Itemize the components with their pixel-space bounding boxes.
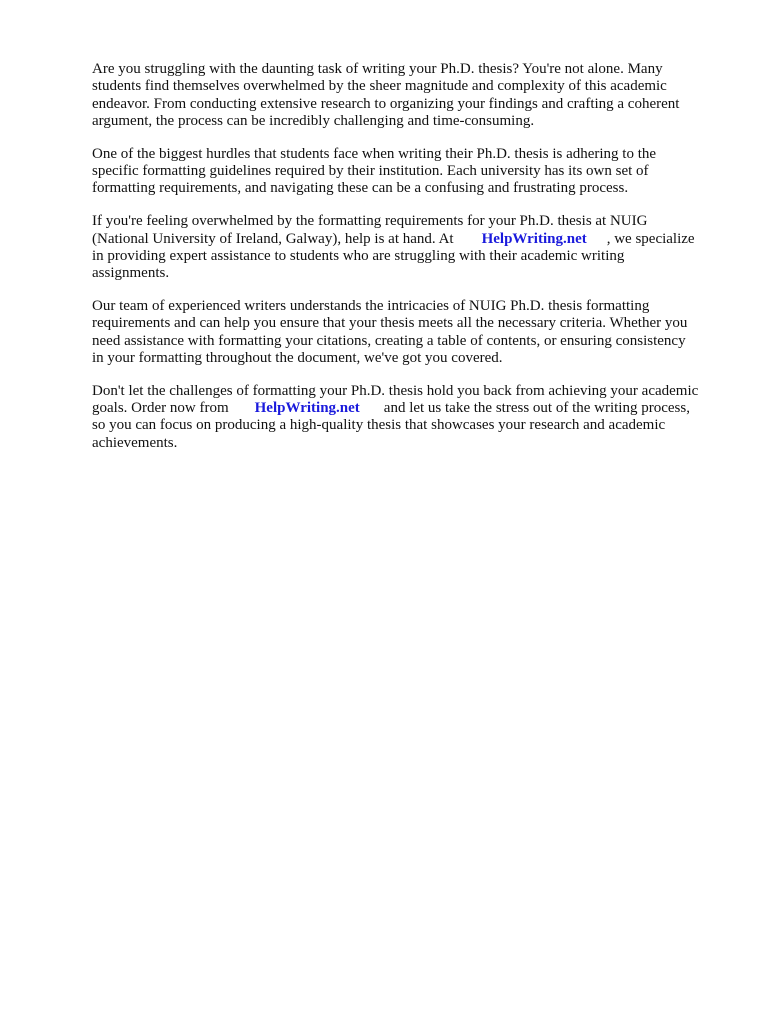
paragraph-line: in providing expert assistance to students who are struggling with their academic writing	[92, 247, 625, 264]
paragraph-line: specific formatting guidelines required by their institution. Each university has its own set of	[92, 163, 649, 180]
paragraph-line: Are you struggling with the daunting task of writing your Ph.D. thesis? You're not alone. Many	[92, 61, 663, 77]
paragraph-call-to-action	[92, 383, 732, 452]
paragraph-line: One of the biggest hurdles that students face when writing their Ph.D. thesis is adhering to the	[92, 145, 657, 162]
paragraph-line: need assistance with formatting your citations, creating a table of contents, or ensuring consistency	[92, 332, 686, 349]
paragraph-line: endeavor. From conducting extensive research to organizing your findings and crafting a coherent	[92, 95, 680, 112]
paragraph-line: requirements and can help you ensure that your thesis meets all the necessary criteria. Whether you	[92, 315, 688, 332]
paragraph-line: formatting requirements, and navigating these can be a confusing and frustrating process.	[92, 180, 629, 197]
paragraph-team	[92, 298, 732, 367]
paragraph-intro	[92, 61, 732, 130]
paragraph-help-offer	[92, 213, 732, 282]
helpwriting-link[interactable]: HelpWriting.net	[481, 230, 587, 247]
paragraph-line-with-link	[92, 400, 732, 417]
paragraph-line: assignments.	[92, 265, 170, 282]
paragraph-line: argument, the process can be incredibly challenging and time-consuming.	[92, 112, 535, 129]
text-segment: , we specialize	[606, 230, 695, 247]
paragraph-line: in your formatting throughout the document, we've got you covered.	[92, 349, 503, 366]
helpwriting-link[interactable]: HelpWriting.net	[254, 400, 360, 417]
paragraph-line: Don't let the challenges of formatting your Ph.D. thesis hold you back from achieving your academic	[92, 382, 699, 399]
paragraph-line-with-link	[92, 231, 732, 248]
paragraph-formatting-hurdles	[92, 146, 732, 198]
paragraph-line: Our team of experienced writers understands the intricacies of NUIG Ph.D. thesis formatting	[92, 298, 650, 315]
document-body	[92, 61, 732, 468]
paragraph-line: so you can focus on producing a high-quality thesis that showcases your research and academic	[92, 417, 666, 434]
paragraph-line: If you're feeling overwhelmed by the formatting requirements for your Ph.D. thesis at NUIG	[92, 213, 648, 230]
paragraph-line: students find themselves overwhelmed by the sheer magnitude and complexity of this academic	[92, 78, 667, 95]
paragraph-line: achievements.	[92, 434, 178, 451]
text-segment: (National University of Ireland, Galway), help is at hand. At	[92, 230, 454, 247]
text-segment: goals. Order now from	[92, 400, 229, 417]
text-segment: and let us take the stress out of the writing process,	[383, 400, 690, 417]
